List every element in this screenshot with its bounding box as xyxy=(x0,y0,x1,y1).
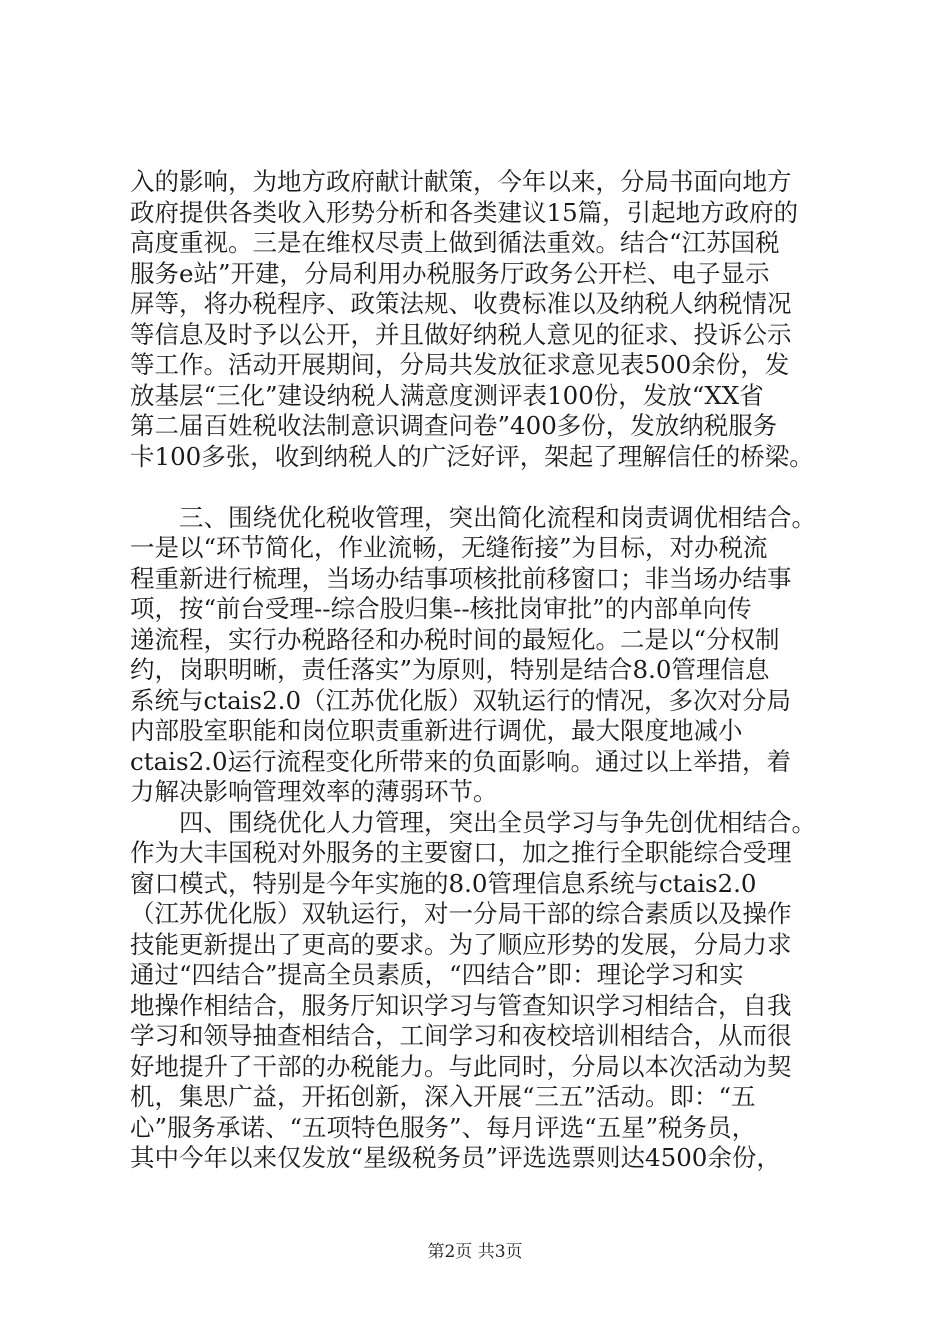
document-body xyxy=(130,167,845,1174)
text-line: 好地提升了干部的办税能力。与此同时，分局以本次活动为契 xyxy=(130,1051,792,1081)
text-line: 技能更新提出了更高的要求。为了顺应形势的发展，分局力求 xyxy=(130,929,792,959)
text-line: 其中今年以来仅发放“星级税务员”评选选票则达4500余份， xyxy=(130,1143,781,1172)
text-line: 卡100多张，收到纳税人的广泛好评，架起了理解信任的桥梁。 xyxy=(130,441,814,471)
text-line: 学习和领导抽查相结合，工间学习和夜校培训相结合，从而很 xyxy=(130,1021,792,1050)
text-line: 等信息及时予以公开，并且做好纳税人意见的征求、投诉公示 xyxy=(130,319,792,349)
text-line: 通过“四结合”提高全员素质，“四结合”即：理论学习和实 xyxy=(130,960,744,989)
paragraph-3 xyxy=(130,808,845,1174)
text-line: 窗口模式，特别是今年实施的8.0管理信息系统与ctais2.0 xyxy=(130,868,757,898)
text-line: 递流程，实行办税路径和办税时间的最短化。二是以“分权制 xyxy=(130,624,780,654)
text-line: 程重新进行梳理，当场办结事项核批前移窗口；非当场办结事 xyxy=(130,563,792,593)
text-line: 等工作。活动开展期间，分局共发放征求意见表500余份，发 xyxy=(130,350,790,379)
text-line: 入的影响，为地方政府献计献策，今年以来，分局书面向地方 xyxy=(130,167,792,196)
text-line: 政府提供各类收入形势分析和各类建议15篇，引起地方政府的 xyxy=(130,197,799,227)
text-line: 力解决影响管理效率的薄弱环节。 xyxy=(130,777,498,806)
text-line: 内部股室职能和岗位职责重新进行调优，最大限度地减小 xyxy=(130,716,743,745)
paragraph-2 xyxy=(130,503,845,808)
text-line: 第二届百姓税收法制意识调查问卷”400多份，发放纳税服务 xyxy=(130,411,778,440)
paragraph-spacer xyxy=(130,472,845,503)
text-line: （江苏优化版）双轨运行，对一分局干部的综合素质以及操作 xyxy=(130,899,792,928)
text-line: 作为大丰国税对外服务的主要窗口，加之推行全职能综合受理 xyxy=(130,838,792,867)
text-line: 屏等，将办税程序、政策法规、收费标准以及纳税人纳税情况 xyxy=(130,289,792,318)
text-line: 心”服务承诺、“五项特色服务”、每月评选“五星”税务员， xyxy=(130,1112,757,1142)
text-line: 服务e站”开建，分局利用办税服务厅政务公开栏、电子显示 xyxy=(130,258,770,288)
text-line: 机，集思广益，开拓创新，深入开展“三五”活动。即：“五 xyxy=(130,1082,756,1111)
text-line: 地操作相结合，服务厅知识学习与管查知识学习相结合，自我 xyxy=(130,990,792,1020)
text-line: 一是以“环节简化，作业流畅，无缝衔接”为目标，对办税流 xyxy=(130,533,768,562)
text-line: 三、围绕优化税收管理，突出简化流程和岗责调优相结合。 xyxy=(130,502,816,532)
page-number: 第2页 共3页 xyxy=(427,1242,523,1262)
text-line: ctais2.0运行流程变化所带来的负面影响。通过以上举措，着 xyxy=(130,746,792,776)
text-line: 系统与ctais2.0（江苏优化版）双轨运行的情况，多次对分局 xyxy=(130,685,792,715)
text-line: 放基层“三化”建设纳税人满意度测评表100份，发放“XX省 xyxy=(130,380,764,410)
paragraph-1 xyxy=(130,167,845,472)
text-line: 约，岗职明晰，责任落实”为原则，特别是结合8.0管理信息 xyxy=(130,655,770,684)
text-line: 项，按“前台受理--综合股归集--核批岗审批”的内部单向传 xyxy=(130,594,752,623)
text-line: 四、围绕优化人力管理，突出全员学习与争先创优相结合。 xyxy=(130,807,816,837)
text-line: 高度重视。三是在维权尽责上做到循法重效。结合“江苏国税 xyxy=(130,228,780,257)
